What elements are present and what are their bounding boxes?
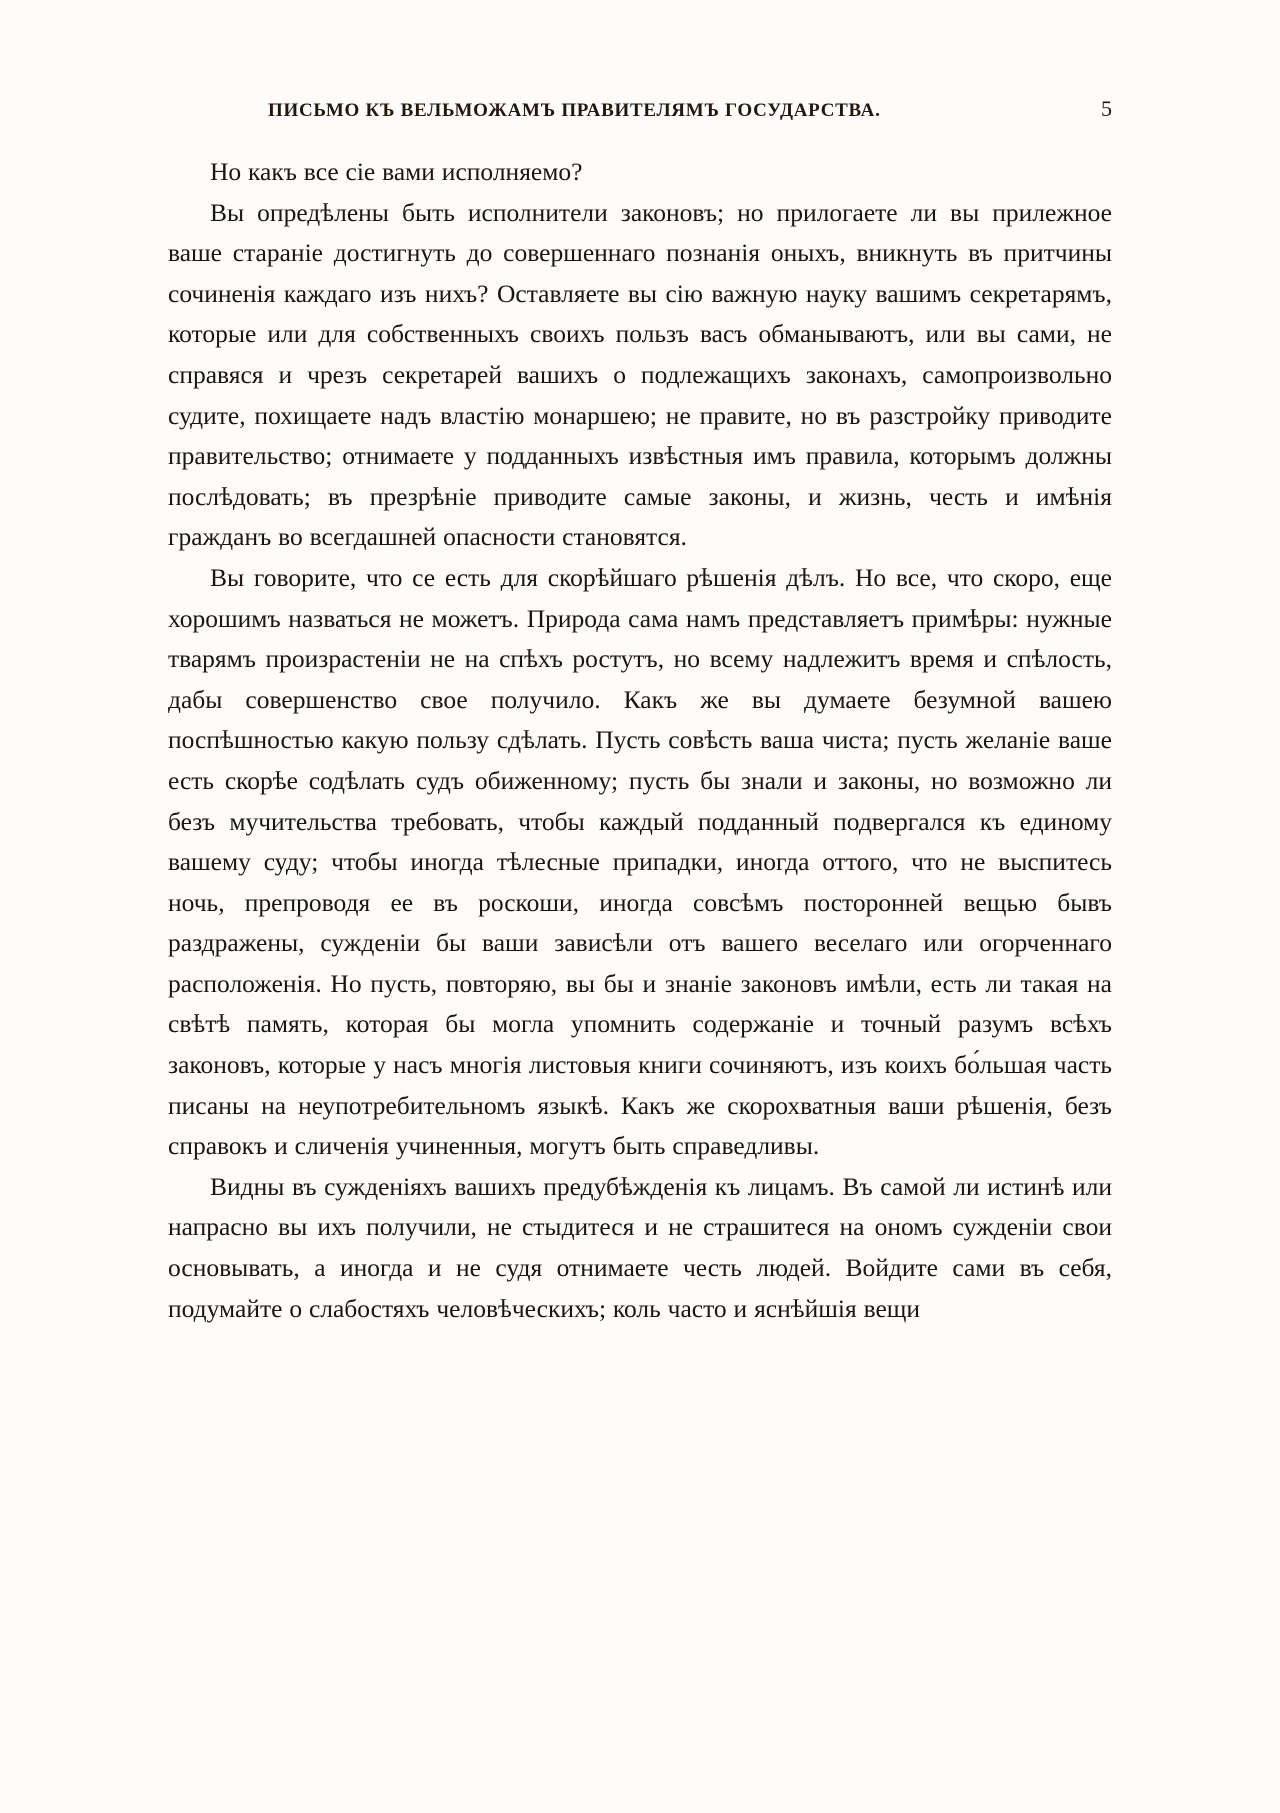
paragraph: Вы говорите, что се есть для скорѣйшаго рѣшенія дѣлъ. Но все, что скоро, еще хорошимъ назваться не можетъ. Природа сама намъ представляетъ примѣры: нужные тварямъ произрастеніи не на спѣхъ ростутъ, но всему надлежитъ время и спѣлость, дабы совершенство свое получило. Какъ же вы думаете безумной вашею поспѣшностью какую пользу сдѣлать. Пусть совѣсть ваша чиста; пусть желаніе ваше есть скорѣе содѣлать судъ обиженному; пусть бы знали и законы, но возможно ли безъ мучительства требовать, чтобы каждый подданный подвергался къ единому вашему суду; чтобы иногда тѣлесные припадки, иногда оттого, что не выспитесь ночь, препроводя ее въ роскоши, иногда совсѣмъ посторонней вещью бывъ раздражены, сужденіи бы ваши зависѣли отъ вашего веселаго или огорченнаго расположенія. Но пусть, повторяю, вы бы и знаніе законовъ имѣли, есть ли такая на свѣтѣ память, которая бы могла упомнить содержаніе и точный разумъ всѣхъ законовъ, которые у насъ многія листовыя книги сочиняютъ, изъ коихъ бо́льшая часть писаны на неупотребительномъ языкѣ. Какъ же скорохватныя ваши рѣшенія, безъ справокъ и сличенія учиненныя, могутъ быть справедливы. bbox=[168, 562, 1112, 1161]
paragraph: Вы опредѣлены быть исполнители законовъ; но прилогаете ли вы прилежное ваше стараніе достигнуть до совершеннаго познанія оныхъ, вникнуть въ притчины сочиненія каждаго изъ нихъ? Оставляете вы сію важную науку вашимъ секретарямъ, которые или для собственныхъ своихъ пользъ васъ обманываютъ, или вы сами, не справяся и чрезъ секретарей вашихъ о подлежащихъ законахъ, самопроизвольно судите, похищаете надъ властію монаршею; не правите, но въ разстройку приводите правительство; отнимаете у подданныхъ извѣстныя имъ правила, которымъ должны послѣдовать; въ презрѣніе приводите самые законы, и жизнь, честь и имѣнія гражданъ во всегдашней опасности становятся. bbox=[168, 197, 1112, 552]
body-text bbox=[168, 152, 1112, 1329]
page-content bbox=[168, 96, 1112, 1329]
paragraph: Видны въ сужденіяхъ вашихъ предубѣжденія къ лицамъ. Въ самой ли истинѣ или напрасно вы ихъ получили, не стыдитеся и не страшитеся на ономъ сужденіи свои основывать, а иногда и не судя отнимаете честь людей. Войдите сами въ себя, подумайте о слабостяхъ человѣческихъ; коль часто и яснѣйшія вещи bbox=[168, 1171, 1112, 1323]
running-head-title: ПИСЬМО КЪ ВЕЛЬМОЖАМЪ ПРАВИТЕЛЯМЪ ГОСУДАРСТВА. bbox=[268, 100, 881, 121]
paragraph: Но какъ все сіе вами исполняемо? bbox=[210, 157, 583, 186]
running-head bbox=[168, 96, 1112, 122]
page-number: 5 bbox=[1101, 96, 1112, 121]
